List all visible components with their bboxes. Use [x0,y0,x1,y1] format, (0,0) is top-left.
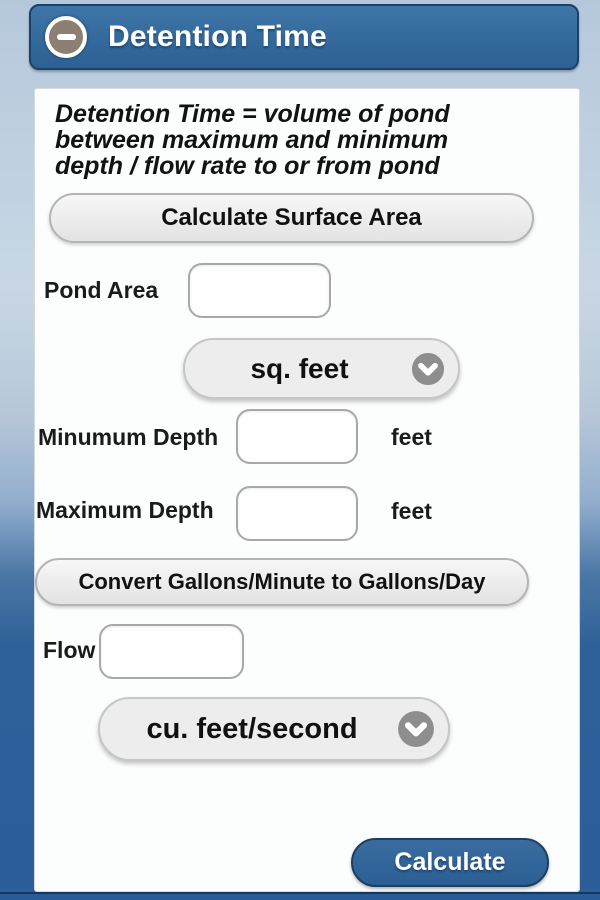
intro-text [55,101,565,179]
pond-area-unit-select[interactable] [183,338,460,399]
flow-input[interactable] [99,624,244,679]
collapsible-header[interactable] [29,4,579,70]
minimum-depth-unit: feet [391,424,432,450]
maximum-depth-unit: feet [391,498,432,524]
calculate-surface-area-button[interactable]: Calculate Surface Area [49,193,534,243]
maximum-depth-label: Maximum Depth [36,497,214,523]
flow-unit-value: cu. feet/second [146,712,358,745]
pond-area-input[interactable] [188,263,331,318]
intro-line: depth / flow rate to or from pond [55,152,440,180]
minus-circle-icon[interactable] [45,16,87,58]
minus-glyph [57,34,76,40]
maximum-depth-input[interactable] [236,486,358,541]
pond-area-unit-value: sq. feet [250,352,349,384]
chevron-down-icon [397,710,435,748]
form-panel [34,88,580,892]
chevron-down-icon [411,352,445,386]
bottom-divider [0,892,600,900]
calculate-button[interactable]: Calculate [351,838,549,887]
pond-area-label: Pond Area [44,277,159,303]
minimum-depth-label: Minumum Depth [38,424,219,450]
convert-gallons-button[interactable]: Convert Gallons/Minute to Gallons/Day [35,558,529,606]
page-title: Detention Time [108,20,327,53]
intro-line: between maximum and minimum [55,126,449,154]
intro-line: Detention Time = volume of pond [55,100,450,128]
minimum-depth-input[interactable] [236,409,358,464]
flow-label: Flow [43,637,96,663]
flow-unit-select[interactable] [98,697,450,761]
